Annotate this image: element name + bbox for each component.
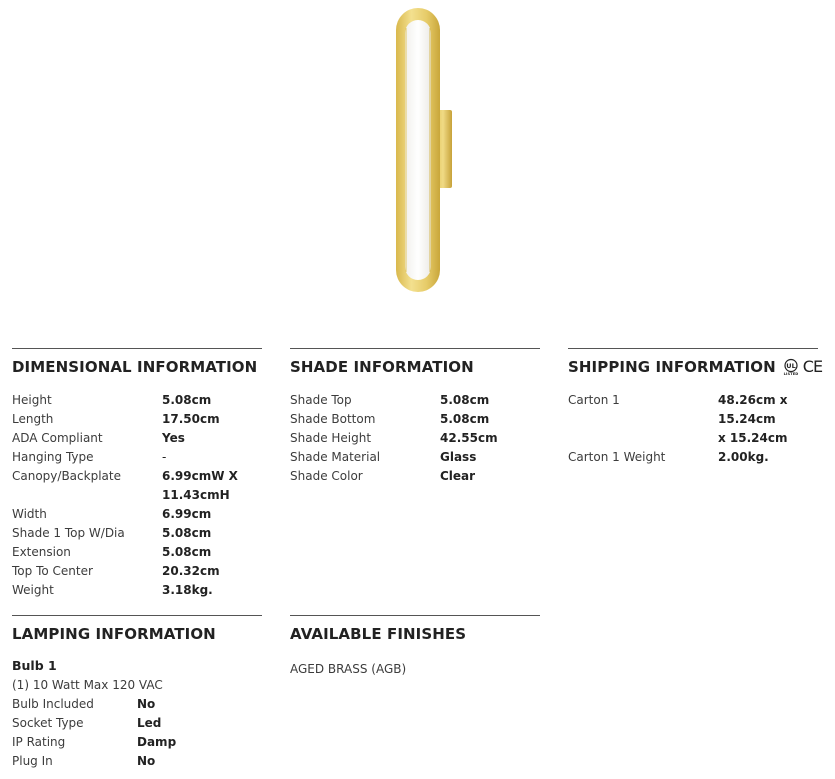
certification-icons [782,355,822,379]
spec-row [290,448,540,467]
spec-row [12,543,262,562]
spec-row [12,391,262,410]
spec-label: Carton 1 Weight [568,450,666,464]
spec-row [290,429,540,448]
spec-value: 5.08cm [440,393,490,407]
spec-label: Shade Material [290,450,381,464]
spec-value: 2.00kg. [718,450,769,464]
section-divider [12,348,262,349]
spec-row [12,581,262,600]
spec-row [12,562,262,581]
spec-value: No [137,697,156,711]
spec-value: Led [137,716,162,730]
spec-value: - [162,450,167,464]
spec-value: 3.18kg. [162,583,213,597]
ul-listed-text: LISTED [783,371,799,376]
section-title [568,355,823,379]
section-title: LAMPING INFORMATION [12,625,216,643]
shade-section [290,348,540,486]
spec-label: Height [12,393,52,407]
spec-label: ADA Compliant [12,431,103,445]
spec-row [290,467,540,486]
spec-label: Shade Height [290,431,372,445]
section-divider [12,615,262,616]
product-image [380,4,470,296]
spec-list [568,391,818,467]
spec-row [12,467,262,505]
spec-value: Damp [137,735,177,749]
spec-value: 5.08cm [162,393,212,407]
spec-value: 5.08cm [440,412,490,426]
spec-row [12,505,262,524]
spec-row [568,448,818,467]
spec-row [12,714,262,733]
spec-row [12,733,262,752]
ul-mark-text: UL [785,361,796,370]
spec-value: 5.08cm [162,545,212,559]
section-title: SHADE INFORMATION [290,358,474,376]
spec-label: Shade Top [290,393,352,407]
spec-value: Glass [440,450,477,464]
spec-label: Width [12,507,47,521]
section-title-text: SHIPPING INFORMATION [568,358,776,376]
spec-label: Extension [12,545,71,559]
spec-value: 6.99cmW X 11.43cmH [162,469,238,502]
spec-label: Weight [12,583,54,597]
spec-label: Shade 1 Top W/Dia [12,526,125,540]
spec-row [290,410,540,429]
spec-label: Top To Center [12,564,93,578]
spec-label: IP Rating [12,735,66,749]
spec-label: Carton 1 [568,393,620,407]
lamping-section [12,615,262,771]
spec-label: Bulb Included [12,697,94,711]
spec-row [290,391,540,410]
spec-value: 6.99cm [162,507,212,521]
dimensional-section [12,348,262,600]
spec-label: Socket Type [12,716,84,730]
section-divider [290,348,540,349]
spec-label: Hanging Type [12,450,94,464]
section-divider [290,615,540,616]
spec-row [12,695,262,714]
spec-value: 17.50cm [162,412,220,426]
spec-value: 5.08cm [162,526,212,540]
spec-label: Canopy/Backplate [12,469,121,483]
spec-row [12,524,262,543]
bulb-title: Bulb 1 [12,658,57,673]
spec-value: 20.32cm [162,564,220,578]
spec-row [568,391,818,448]
finishes-section [290,615,540,679]
spec-label: Length [12,412,54,426]
spec-row [12,752,262,771]
ce-mark-icon: CE [802,356,823,376]
spec-list [12,391,262,600]
spec-value: 48.26cm x 15.24cm x 15.24cm [718,393,788,445]
spec-row [12,410,262,429]
section-title: AVAILABLE FINISHES [290,625,467,643]
spec-value: Clear [440,469,476,483]
spec-value: No [137,754,156,768]
shipping-section [568,348,823,467]
glass-diffuser-shape [405,20,431,280]
spec-label: Plug In [12,754,53,768]
ul-listed-icon [782,358,800,376]
spec-list [290,391,540,486]
bulb-description: (1) 10 Watt Max 120 VAC [12,678,163,692]
spec-row [12,429,262,448]
spec-label: Shade Color [290,469,363,483]
spec-value: Yes [162,431,185,445]
section-title: DIMENSIONAL INFORMATION [12,358,258,376]
spec-row [12,448,262,467]
spec-value: 42.55cm [440,431,498,445]
section-divider [568,348,818,349]
finish-item: AGED BRASS (AGB) [290,662,407,676]
spec-label: Shade Bottom [290,412,376,426]
